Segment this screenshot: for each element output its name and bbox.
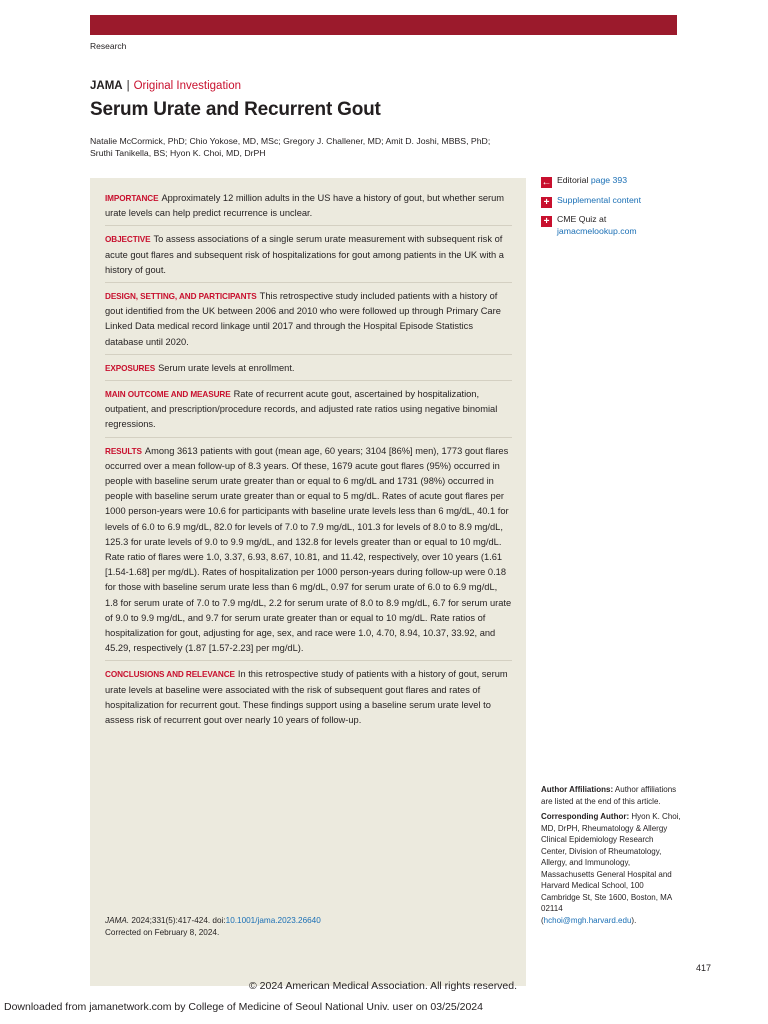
abstract-exposures: [105, 361, 512, 381]
authors-line-1: Natalie McCormick, PhD; Chio Yokose, MD, MSc; Gregory J. Challener, MD; Amit D. Joshi, MBBS, PhD;: [90, 136, 491, 146]
authors-line-2: Sruthi Tanikella, BS; Hyon K. Choi, MD, DrPH: [90, 148, 266, 158]
journal-line: [90, 79, 241, 93]
abstract-importance: [105, 191, 512, 226]
section-label: Research: [90, 41, 127, 51]
article-title: Serum Urate and Recurrent Gout: [90, 99, 381, 120]
abstract-heading: IMPORTANCE: [105, 194, 159, 203]
cme-link[interactable]: jamacmelookup.com: [557, 225, 637, 236]
corresponding-text: Hyon K. Choi, MD, DrPH, Rheumatology & Allergy Clinical Epidemiology Research Center, Division of Rheumatology, Allergy, and Immunology, Massachusetts General Hospital and Harvard Medical School, 100 Cambridge St, Ste 1600, Boston, MA 02114: [541, 812, 681, 913]
plus-icon: +: [541, 197, 552, 208]
citation: [105, 915, 485, 938]
abstract-heading: DESIGN, SETTING, AND PARTICIPANTS: [105, 292, 257, 302]
corresponding-heading: Corresponding Author:: [541, 812, 630, 821]
abstract-objective: [105, 232, 512, 283]
abstract-heading: CONCLUSIONS AND RELEVANCE: [105, 670, 235, 680]
supplemental-link[interactable]: Supplemental content: [557, 194, 642, 205]
affiliations-text: Author affiliations are listed at the end of this article.: [541, 785, 677, 806]
abstract-text: Rate of recurrent acute gout, ascertained by hospitalization, outpatient, and prescription/procedure records, and adjusted rate ratios using negative binomial regressions.: [105, 389, 498, 430]
abstract-heading: RESULTS: [105, 446, 142, 456]
correction-note: Corrected on February 8, 2024.: [105, 927, 220, 937]
cme-label: CME Quiz at: [557, 214, 607, 224]
abstract-text: In this retrospective study of patients with a history of gout, serum urate levels at baseline were associated with the risk of subsequent gout flares and rates of hospitalization for recurrent gout. These findings support using a baseline serum urate level to assess risk of recurrent gout over nearly 10 years of follow-up.: [105, 669, 508, 726]
corresponding-author: [541, 811, 681, 926]
author-affiliations: [541, 784, 681, 807]
sidebar: [541, 175, 681, 245]
sidebar-item-supplemental[interactable]: [541, 195, 681, 207]
header-bar: [90, 15, 677, 35]
citation-line: [105, 915, 485, 927]
citation-ref: 2024;331(5):417-424. doi:: [129, 916, 226, 925]
sidebar-item-editorial[interactable]: [541, 175, 681, 187]
journal-separator: |: [126, 80, 130, 92]
doi-link[interactable]: 10.1001/jama.2023.26640: [225, 916, 321, 925]
email-open-paren: (: [541, 915, 544, 925]
author-list: [90, 135, 530, 159]
editorial-label: Editorial: [557, 175, 589, 185]
editorial-page-link[interactable]: page 393: [590, 175, 628, 185]
abstract-text: Among 3613 patients with gout (mean age, 60 years; 3104 [86%] men), 1773 gout flares occurred over a mean follow-up of 8.3 years. Of these, 1679 acute gout flares (95%) occurred in people with baseline serum urate greater than or equal to 6 mg/dL and 1731 (98%) occurred in people with baseline serum urate greater than or equal to 5 mg/dL. Rates of acute gout flares per 1000 person-years were 10.6 for participants with baseline urate levels less than 6 mg/dL, 40.1 for levels of 6.0 to 6.9 mg/dL, 82.0 for levels of 7.0 to 7.9 mg/dL, 101.3 for levels of 8.0 to 8.9 mg/dL, 125.3 for urate levels of 9.0 to 9.9 mg/dL, and 132.8 for levels greater than or equal to 10 mg/dL. Rate ratio of flares were 1.0, 3.37, 6.93, 8.67, 10.81, and 11.42, respectively, over 10 years (1.61 [1.54-1.68] per mg/dL). Rates of hospitalization per 1000 person-years during follow-up were 0.18 for those with baseline serum urate less than 6 mg/dL, 0.97 for serum urate of 6.0 to 6.9 mg/dL, 1.8 for serum urate of 7.0 to 7.9 mg/dL, 2.2 for serum urate of 8.0 to 8.9 mg/dL, 6.7 for serum urate of 9.0 to 9.9 mg/dL, and 9.7 for serum urate greater than or equal to 10 mg/dL. Rate ratios of hospitalization for gout, adjusting for age, sex, and race were 1.0, 4.70, 8.94, 10.37, 33.92, and 45.29, respectively (1.87 [1.57-2.23] per mg/dL).: [105, 445, 512, 654]
sidebar-item-cme[interactable]: [541, 214, 681, 237]
article-type: Original Investigation: [133, 80, 241, 92]
citation-journal: JAMA.: [105, 916, 130, 925]
affiliations-heading: Author Affiliations:: [541, 785, 614, 794]
abstract-conclusions: [105, 667, 512, 732]
abstract-box: [90, 178, 526, 986]
abstract-heading: EXPOSURES: [105, 363, 156, 373]
arrow-left-icon: ←: [541, 177, 552, 188]
email-close-paren: ).: [631, 915, 637, 925]
plus-icon: +: [541, 216, 552, 227]
email-link[interactable]: hchoi@mgh.harvard.edu: [543, 915, 632, 925]
abstract-design: [105, 289, 512, 355]
affiliations: [541, 784, 681, 930]
journal-name: JAMA: [90, 80, 123, 92]
download-notice: Downloaded from jamanetwork.com by College of Medicine of Seoul National Univ. user on 03/25/2024: [4, 1001, 483, 1013]
abstract-outcome: [105, 387, 512, 438]
abstract-text: This retrospective study included patients with a history of gout identified from the UK between 2006 and 2010 who were followed up through Primary Care Linked Data medical record linkage until 2017 and through the Hospital Episode Statistics database until 2020.: [105, 291, 501, 347]
abstract-text: Serum urate levels at enrollment.: [158, 362, 295, 373]
abstract-results: [105, 444, 512, 662]
abstract-heading: MAIN OUTCOME AND MEASURE: [105, 390, 231, 400]
abstract-text: Approximately 12 million adults in the US have a history of gout, but whether serum urate levels can help predict recurrence is unclear.: [105, 193, 505, 219]
abstract-heading: OBJECTIVE: [105, 235, 151, 245]
copyright: © 2024 American Medical Association. All rights reserved.: [249, 980, 518, 992]
page-number: 417: [696, 963, 712, 973]
abstract-text: To assess associations of a single serum urate measurement with subsequent risk of acute gout flares and subsequent risk of hospitalizations for gout among patients in the UK with a history of gout.: [105, 234, 504, 275]
